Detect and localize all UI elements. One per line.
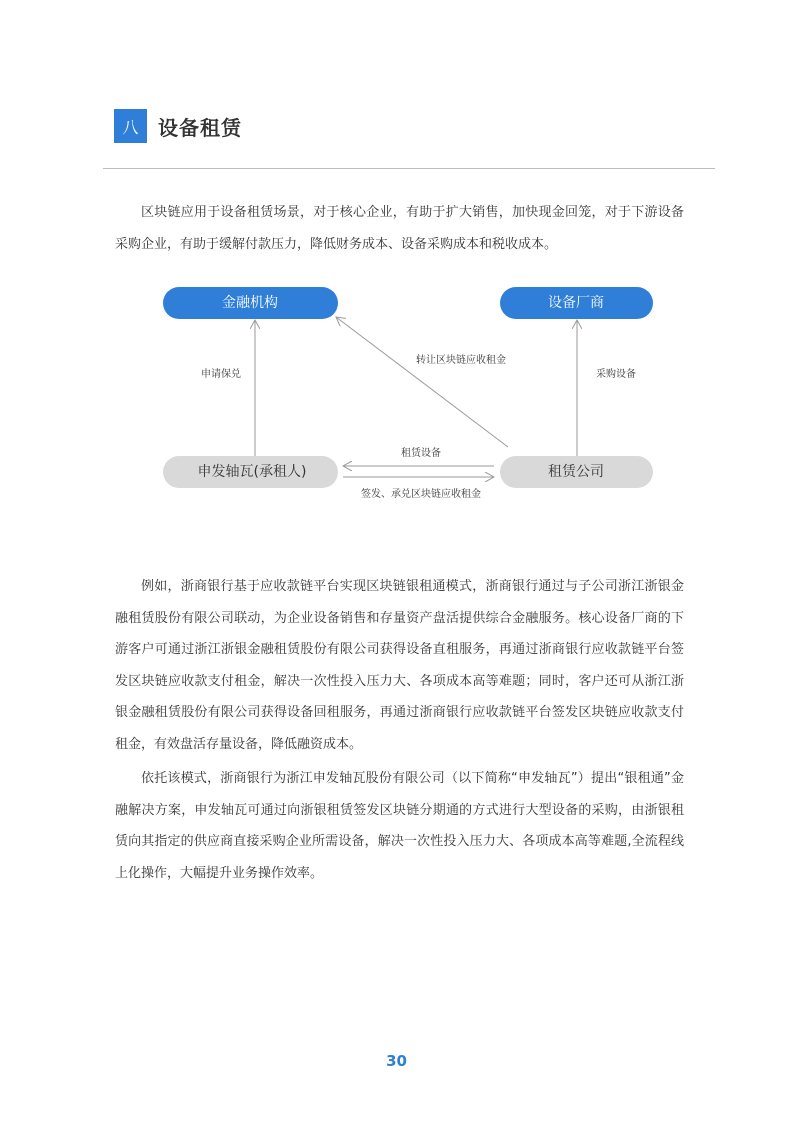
example-paragraph-1: 例如，浙商银行基于应收款链平台实现区块链银租通模式，浙商银行通过与子公司浙江浙银金融租赁股份有限公司联动，为企业设备销售和存量资产盘活提供综合金融服务。核心设备厂商的下游客户可通过浙江浙银金融租赁股份有限公司获得设备直租服务，再通过浙商银行应收款链平台签发区块链应收款支付租金，解决一次性投入压力大、各项成本高等难题；同时，客户还可从浙江浙银金融租赁股份有限公司获得设备回租服务，再通过浙商银行应收款链平台签发区块链应收款支付租金，有效盘活存量设备，降低融资成本。 (115, 579, 684, 752)
edge-label-purchase: 采购设备 (596, 369, 636, 380)
node-equipment-vendor (500, 287, 653, 319)
edge-label-issue-pay: 签发、承兑区块链应收租金 (361, 489, 481, 500)
node-lessor-label: 租赁公司 (548, 464, 604, 480)
node-finance-institution (163, 287, 338, 319)
edge-label-lease-equipment: 租赁设备 (401, 448, 441, 459)
node-vendor-label: 设备厂商 (548, 295, 604, 311)
edge-label-transfer: 转让区块链应收租金 (416, 355, 506, 366)
page-number: 30 (386, 1052, 407, 1070)
node-lessee (163, 456, 338, 488)
node-finance-label: 金融机构 (222, 295, 278, 311)
node-lessee-label: 申发轴瓦(承租人) (197, 464, 307, 480)
intro-paragraph: 区块链应用于设备租赁场景，对于核心企业，有助于扩大销售，加快现金回笼，对于下游设备采购企业，有助于缓解付款压力，降低财务成本、设备采购成本和税收成本。 (115, 205, 684, 252)
section-title: 设备租赁 (158, 116, 242, 140)
edge-lessor-to-finance (336, 317, 508, 447)
section-number-badge: 八 (114, 109, 147, 143)
edge-label-apply-guarantee: 申请保兑 (201, 369, 241, 380)
node-leasing-company (500, 456, 653, 488)
example-paragraph-2: 依托该模式，浙商银行为浙江申发轴瓦股份有限公司（以下简称“申发轴瓦”）提出“银租通”金融解决方案，申发轴瓦可通过向浙银租赁签发区块链分期通的方式进行大型设备的采购，由浙银租赁向其指定的供应商直接采购企业所需设备，解决一次性投入压力大、各项成本高等难题,全流程线上化操作，大幅提升业务操作效率。 (115, 771, 684, 881)
